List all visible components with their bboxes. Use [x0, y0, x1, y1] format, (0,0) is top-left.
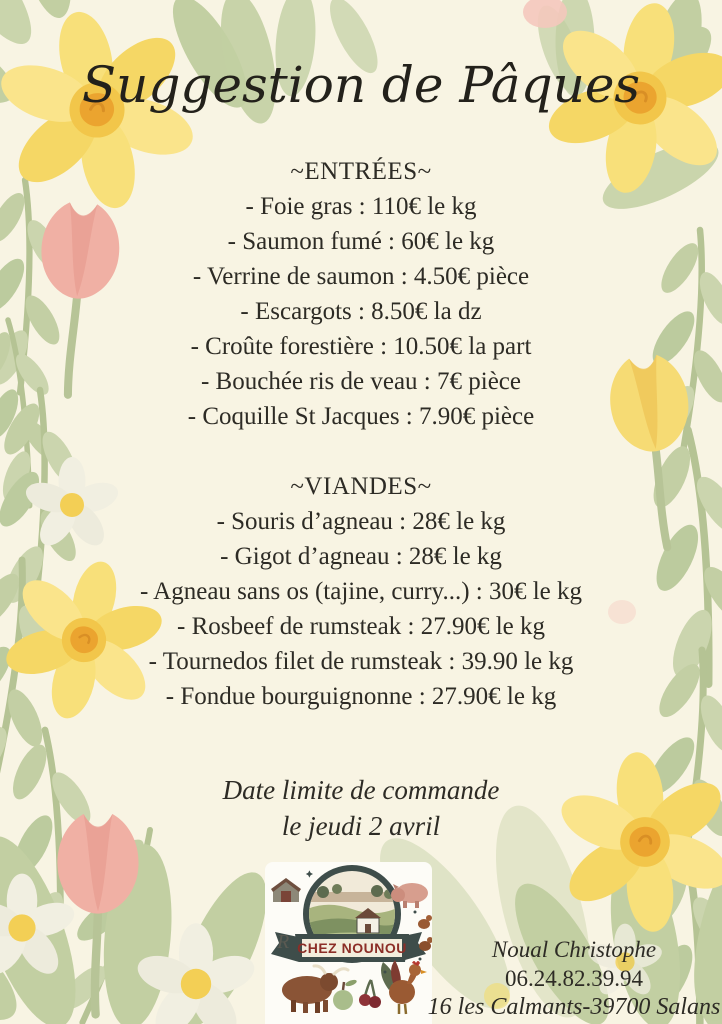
menu-item: - Souris d’agneau : 28€ le kg: [216, 508, 506, 535]
shop-logo: [265, 862, 432, 1024]
menu-item: - Fondue bourguignonne : 27.90€ le kg: [165, 683, 557, 710]
contact-block: [418, 935, 722, 1022]
contact-name: Noual Christophe: [491, 937, 657, 962]
page-title: Suggestion de Pâques: [81, 56, 641, 114]
menu-item: - Bouchée ris de veau : 7€ pièce: [200, 368, 521, 395]
menu-item: - Tournedos filet de rumsteak : 39.90 le kg: [148, 648, 574, 675]
menu-item: - Gigot d’agneau : 28€ le kg: [220, 543, 502, 570]
chez-nounou-logo-icon: [265, 862, 432, 1024]
menu-item: - Rosbeef de rumsteak : 27.90€ le kg: [177, 613, 545, 640]
menu-item: - Verrine de saumon : 4.50€ pièce: [192, 263, 530, 290]
menu-section-entrees: [0, 154, 722, 434]
menu-item: - Saumon fumé : 60€ le kg: [227, 228, 495, 255]
deadline-line-2: le jeudi 2 avril: [281, 811, 441, 841]
logo-side-letter: R: [277, 931, 290, 953]
menu-section-viandes: [0, 469, 722, 714]
logo-text: CHEZ NOUNOU: [297, 940, 407, 956]
menu-item: - Escargots : 8.50€ la dz: [240, 298, 482, 325]
deadline-line-1: Date limite de commande: [222, 775, 500, 805]
section-heading-entrees: ~ENTRÉES~: [290, 158, 432, 185]
contact-phone: 06.24.82.39.94: [505, 966, 643, 991]
menu-item: - Foie gras : 110€ le kg: [245, 193, 477, 220]
section-heading-viandes: ~VIANDES~: [290, 473, 432, 500]
menu: [0, 154, 722, 714]
order-deadline: [0, 772, 722, 844]
menu-item: - Coquille St Jacques : 7.90€ pièce: [187, 403, 535, 430]
menu-item: - Agneau sans os (tajine, curry...) : 30€ le kg: [139, 578, 583, 605]
contact-address: 16 les Calmants-39700 Salans: [427, 994, 721, 1020]
menu-item: - Croûte forestière : 10.50€ la part: [190, 333, 532, 360]
